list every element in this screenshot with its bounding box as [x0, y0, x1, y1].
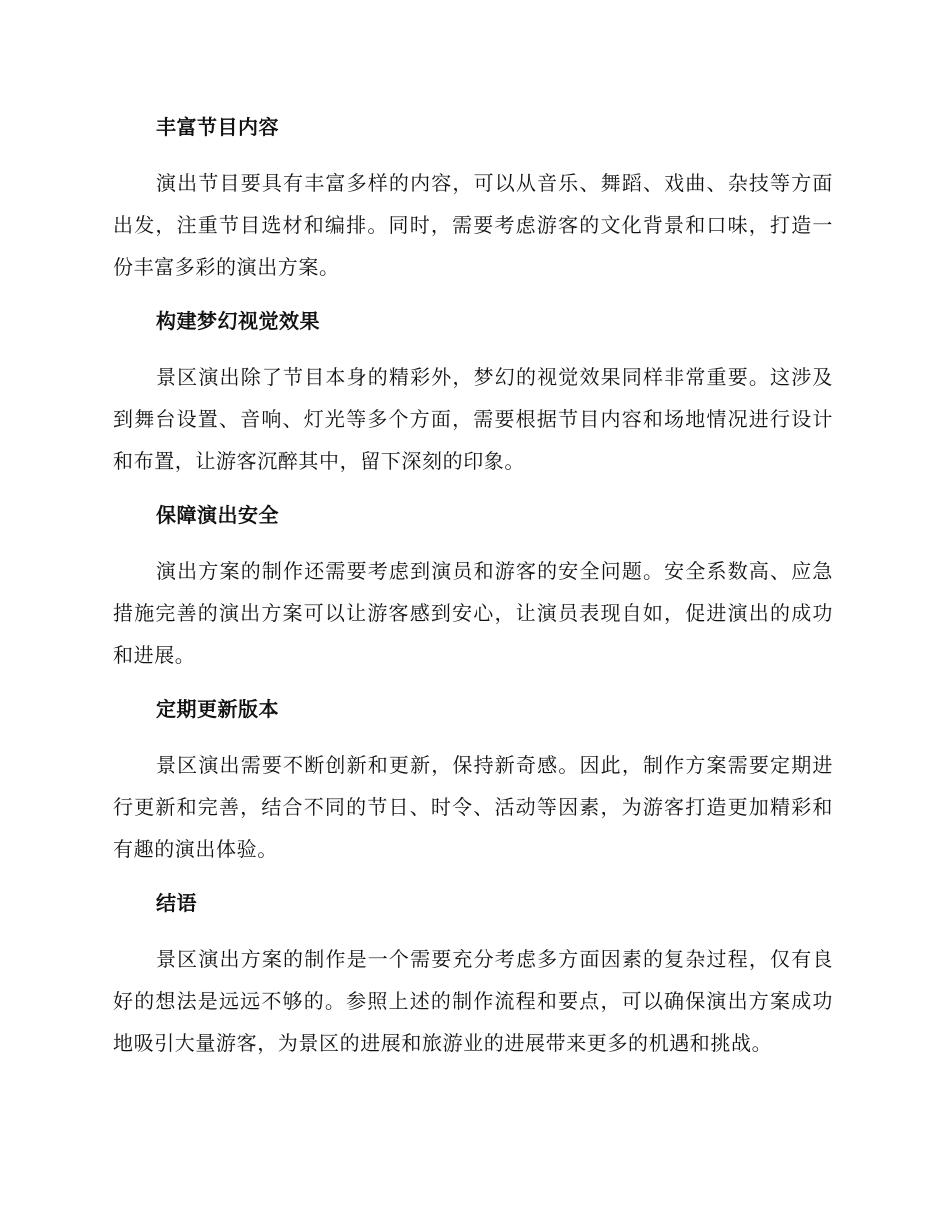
section-heading: 构建梦幻视觉效果	[156, 309, 320, 333]
section-updates	[113, 690, 833, 870]
section-conclusion	[113, 884, 833, 1064]
document-content	[113, 108, 833, 1078]
section-program-content	[113, 108, 833, 288]
section-paragraph: 景区演出需要不断创新和更新，保持新奇感。因此，制作方案需要定期进行更新和完善，结合不同的节日、时令、活动等因素，为游客打造更加精彩和有趣的演出体验。	[113, 753, 833, 861]
section-paragraph: 景区演出方案的制作是一个需要充分考虑多方面因素的复杂过程，仅有良好的想法是远远不够的。参照上述的制作流程和要点，可以确保演出方案成功地吸引大量游客，为景区的进展和旅游业的进展带来更多的机遇和挑战。	[113, 947, 833, 1055]
section-heading: 定期更新版本	[156, 697, 279, 721]
section-paragraph: 景区演出除了节目本身的精彩外，梦幻的视觉效果同样非常重要。这涉及到舞台设置、音响、灯光等多个方面，需要根据节目内容和场地情况进行设计和布置，让游客沉醉其中，留下深刻的印象。	[113, 365, 833, 473]
section-heading: 丰富节目内容	[156, 115, 279, 139]
section-heading: 结语	[156, 891, 197, 915]
section-paragraph: 演出节目要具有丰富多样的内容，可以从音乐、舞蹈、戏曲、杂技等方面出发，注重节目选材和编排。同时，需要考虑游客的文化背景和口味，打造一份丰富多彩的演出方案。	[113, 171, 833, 279]
section-heading: 保障演出安全	[156, 503, 279, 527]
section-safety	[113, 496, 833, 676]
section-paragraph: 演出方案的制作还需要考虑到演员和游客的安全问题。安全系数高、应急措施完善的演出方案可以让游客感到安心，让演员表现自如，促进演出的成功和进展。	[113, 559, 833, 667]
section-visual-effects	[113, 302, 833, 482]
